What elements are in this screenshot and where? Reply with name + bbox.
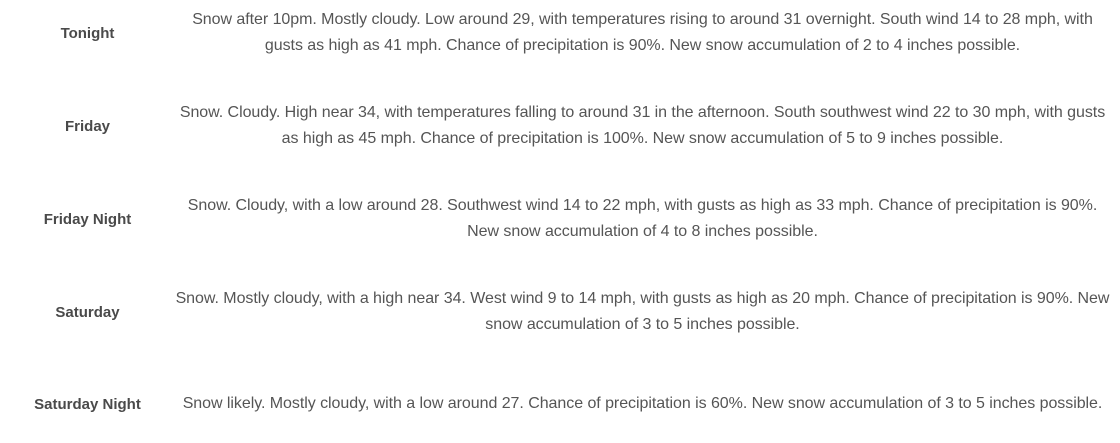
forecast-row-saturday-night	[0, 374, 1120, 434]
forecast-row-tonight	[0, 3, 1120, 63]
period-name: Saturday Night	[34, 395, 141, 413]
period-name: Friday Night	[43, 210, 132, 228]
period-forecast-text: Snow likely. Mostly cloudy, with a low around 27. Chance of precipitation is 60%. New snow accumulation of 3 to 5 inches possible.	[182, 394, 1103, 412]
forecast-row-friday-night	[0, 189, 1120, 249]
period-forecast-text: Snow. Mostly cloudy, with a high near 34. West wind 9 to 14 mph, with gusts as high as 20 mph. Chance of precipitation is 90%. New snow accumulation of 3 to 5 inches possible.	[175, 289, 1110, 333]
period-name: Friday	[64, 117, 110, 135]
forecast-row-friday	[0, 96, 1120, 156]
period-name: Tonight	[60, 24, 115, 42]
period-name: Saturday	[55, 303, 120, 321]
forecast-row-saturday	[0, 282, 1120, 342]
period-forecast-text: Snow. Cloudy. High near 34, with temperatures falling to around 31 in the afternoon. South southwest wind 22 to 30 mph, with gusts as high as 45 mph. Chance of precipitation is 100%. New snow accumulation of 5 to 9 inches possible.	[179, 103, 1106, 147]
period-forecast-text: Snow after 10pm. Mostly cloudy. Low around 29, with temperatures rising to around 31 overnight. South wind 14 to 28 mph, with gusts as high as 41 mph. Chance of precipitation is 90%. New snow accumulation of 2 to 4 inches possible.	[192, 10, 1093, 54]
period-forecast-text: Snow. Cloudy, with a low around 28. Southwest wind 14 to 22 mph, with gusts as high as 33 mph. Chance of precipitation is 90%. New snow accumulation of 4 to 8 inches possible.	[187, 196, 1098, 240]
